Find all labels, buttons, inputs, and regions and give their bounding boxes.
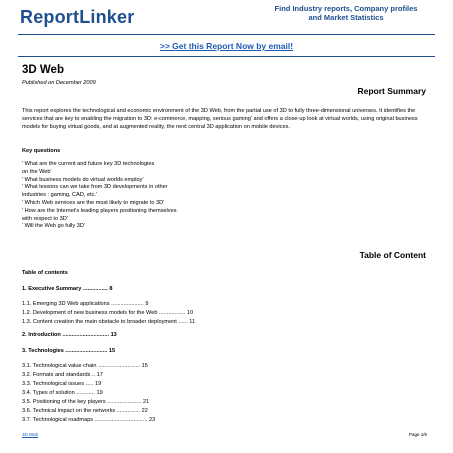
key-questions-list bbox=[22, 161, 177, 231]
get-report-link[interactable]: >> Get this Report Now by email! bbox=[159, 41, 294, 51]
page-header bbox=[0, 0, 453, 32]
question-line: ' What lessons can we take from 3D developments in other bbox=[22, 184, 168, 191]
summary-paragraph: This report explores the technological and economic environment of the 3D Web, from the partial use of 3D to fully three-dimensional universes. It identifies the services that are key to enabling the migration to 3D: e-commerce, mapping, serious gaming' and offers a close-up look at virtual worlds, using original business models for buying virtual goods, and at augmented reality, the next central 3D application on mobile devices. bbox=[22, 108, 418, 130]
question-line: with respect to 3D' bbox=[22, 215, 68, 222]
toc-entry: 2. Introduction .............................. 13 bbox=[22, 332, 117, 338]
toc-entry: 1.3. Content creation the main obstacle to broader deployment ...... 11 bbox=[22, 319, 196, 325]
toc-entry: 3.1. Technological value chain ........................... 15 bbox=[22, 363, 148, 369]
question-line: industries : gaming, CAD, etc.' bbox=[22, 192, 98, 199]
question-line: ' What are the current and future key 3D technologies bbox=[22, 161, 155, 167]
table-of-content-heading: Table of Content bbox=[359, 250, 426, 260]
logo-text: ReportLinker bbox=[20, 7, 135, 27]
footer-report-link[interactable]: 3D Web bbox=[22, 432, 39, 437]
page-number: Page 1/6 bbox=[408, 432, 427, 437]
toc-entry: 3.5. Positioning of the key players ...................... 21 bbox=[22, 399, 150, 405]
tagline-line-2: and Market Statistics bbox=[308, 13, 384, 22]
question-line: ' Which Web services are the most likely to migrate to 3D' bbox=[22, 199, 165, 206]
toc-entry: 1. Executive Summary ................ 8 bbox=[22, 286, 113, 292]
tagline-line-1: Find Industry reports, Company profiles bbox=[274, 4, 418, 13]
question-line: ' What business models do virtual worlds employ' bbox=[22, 176, 144, 183]
report-summary-heading: Report Summary bbox=[357, 86, 426, 96]
toc-entry: Table of contents bbox=[22, 270, 68, 276]
question-line: ' Will the Web go fully 3D' bbox=[22, 223, 85, 230]
question-line: ' How are the Internet's leading players positioning themselves bbox=[22, 207, 177, 214]
toc-entry: 3.2. Formats and standards .. 17 bbox=[22, 372, 103, 378]
toc-entry: 1.2. Development of new business models for the Web ................. 10 bbox=[22, 310, 194, 316]
toc-entry: 3.3. Technological issues ..... 19 bbox=[22, 381, 102, 387]
header-tagline bbox=[261, 4, 431, 22]
report-title: 3D Web bbox=[22, 64, 64, 76]
header-divider bbox=[18, 34, 435, 35]
toc-entry: 3. Technologies ........................... 15 bbox=[22, 348, 116, 354]
toc-entry: 3.4. Types of solution ............ 19 bbox=[22, 390, 103, 396]
reportlinker-logo[interactable] bbox=[20, 7, 134, 28]
question-line: on the Web' bbox=[22, 168, 52, 175]
link-divider bbox=[18, 56, 435, 57]
toc-entry: 1.1. Emerging 3D Web applications ..................... 9 bbox=[22, 301, 149, 307]
toc-entry: 3.6. Technical impact on the networks ............... 22 bbox=[22, 408, 148, 414]
key-questions-label: Key questions bbox=[22, 148, 61, 154]
toc-entry: 3.7. Technological roadmaps .................................. 23 bbox=[22, 417, 156, 423]
published-date: Published on December 2009 bbox=[22, 80, 96, 86]
